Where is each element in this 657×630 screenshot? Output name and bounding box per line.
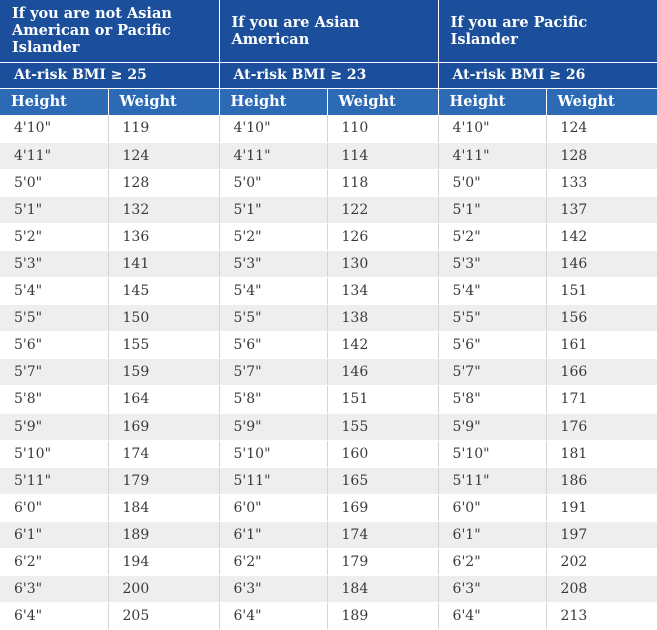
- weight-cell: 151: [327, 386, 438, 413]
- weight-cell: 146: [327, 359, 438, 386]
- weight-cell: 174: [327, 521, 438, 548]
- weight-cell: 200: [108, 576, 219, 603]
- weight-cell: 114: [327, 142, 438, 169]
- height-cell: 5'0": [219, 169, 327, 196]
- weight-cell: 189: [327, 603, 438, 630]
- height-cell: 6'1": [0, 521, 108, 548]
- bmi-threshold-not-asian-pacific: At-risk BMI ≥ 25: [0, 62, 219, 88]
- height-cell: 6'2": [219, 549, 327, 576]
- height-cell: 5'2": [219, 223, 327, 250]
- weight-cell: 161: [546, 332, 657, 359]
- weight-cell: 136: [108, 223, 219, 250]
- height-cell: 5'6": [219, 332, 327, 359]
- height-cell: 4'11": [438, 142, 546, 169]
- weight-cell: 166: [546, 359, 657, 386]
- weight-cell: 142: [546, 223, 657, 250]
- weight-cell: 155: [327, 413, 438, 440]
- table-row: [0, 494, 657, 521]
- height-cell: 5'2": [0, 223, 108, 250]
- weight-cell: 124: [546, 115, 657, 142]
- height-cell: 5'7": [219, 359, 327, 386]
- table-row: [0, 576, 657, 603]
- height-cell: 5'11": [219, 467, 327, 494]
- table-row: [0, 359, 657, 386]
- weight-cell: 159: [108, 359, 219, 386]
- table-row: [0, 386, 657, 413]
- weight-cell: 128: [546, 142, 657, 169]
- height-cell: 5'7": [438, 359, 546, 386]
- height-cell: 5'5": [219, 305, 327, 332]
- height-cell: 6'4": [0, 603, 108, 630]
- group-title-asian-american: If you are Asian American: [219, 0, 438, 62]
- height-cell: 5'10": [219, 440, 327, 467]
- table-body: [0, 115, 657, 630]
- height-cell: 6'4": [438, 603, 546, 630]
- group-title-pacific-islander: If you are Pacific Islander: [438, 0, 657, 62]
- height-cell: 5'8": [219, 386, 327, 413]
- weight-cell: 155: [108, 332, 219, 359]
- bmi-threshold-asian-american: At-risk BMI ≥ 23: [219, 62, 438, 88]
- height-cell: 5'2": [438, 223, 546, 250]
- weight-cell: 141: [108, 250, 219, 277]
- weight-cell: 197: [546, 521, 657, 548]
- height-cell: 4'10": [219, 115, 327, 142]
- weight-cell: 179: [108, 467, 219, 494]
- weight-cell: 130: [327, 250, 438, 277]
- weight-cell: 146: [546, 250, 657, 277]
- table-row: [0, 223, 657, 250]
- weight-cell: 202: [546, 549, 657, 576]
- weight-cell: 194: [108, 549, 219, 576]
- height-cell: 6'4": [219, 603, 327, 630]
- height-cell: 6'1": [219, 521, 327, 548]
- weight-cell: 138: [327, 305, 438, 332]
- height-cell: 6'0": [219, 494, 327, 521]
- height-cell: 4'11": [219, 142, 327, 169]
- weight-cell: 213: [546, 603, 657, 630]
- column-header-height: Height: [438, 88, 546, 115]
- height-cell: 5'5": [438, 305, 546, 332]
- table-row: [0, 305, 657, 332]
- table-row: [0, 440, 657, 467]
- weight-cell: 165: [327, 467, 438, 494]
- weight-cell: 110: [327, 115, 438, 142]
- weight-cell: 142: [327, 332, 438, 359]
- height-cell: 5'1": [438, 196, 546, 223]
- height-cell: 5'4": [0, 278, 108, 305]
- weight-cell: 179: [327, 549, 438, 576]
- height-cell: 5'10": [0, 440, 108, 467]
- weight-cell: 169: [108, 413, 219, 440]
- height-cell: 6'1": [438, 521, 546, 548]
- table-row: [0, 332, 657, 359]
- height-cell: 5'1": [219, 196, 327, 223]
- weight-cell: 186: [546, 467, 657, 494]
- height-cell: 5'3": [438, 250, 546, 277]
- column-header-height: Height: [219, 88, 327, 115]
- group-title-not-asian-pacific: If you are not Asian American or Pacific Islander: [0, 0, 219, 62]
- height-cell: 5'11": [0, 467, 108, 494]
- height-cell: 5'0": [438, 169, 546, 196]
- height-cell: 5'11": [438, 467, 546, 494]
- bmi-threshold-row: [0, 62, 657, 88]
- height-cell: 4'10": [438, 115, 546, 142]
- table-row: [0, 413, 657, 440]
- weight-cell: 118: [327, 169, 438, 196]
- weight-cell: 126: [327, 223, 438, 250]
- table-row: [0, 278, 657, 305]
- height-cell: 5'3": [219, 250, 327, 277]
- weight-cell: 137: [546, 196, 657, 223]
- height-cell: 6'3": [0, 576, 108, 603]
- table-row: [0, 521, 657, 548]
- height-cell: 5'3": [0, 250, 108, 277]
- weight-cell: 132: [108, 196, 219, 223]
- column-header-height: Height: [0, 88, 108, 115]
- table-row: [0, 603, 657, 630]
- weight-cell: 184: [327, 576, 438, 603]
- column-header-weight: Weight: [546, 88, 657, 115]
- weight-cell: 208: [546, 576, 657, 603]
- weight-cell: 133: [546, 169, 657, 196]
- column-header-row: [0, 88, 657, 115]
- column-header-weight: Weight: [108, 88, 219, 115]
- height-cell: 5'8": [0, 386, 108, 413]
- weight-cell: 191: [546, 494, 657, 521]
- table-row: [0, 467, 657, 494]
- group-header-row: [0, 0, 657, 62]
- weight-cell: 181: [546, 440, 657, 467]
- weight-cell: 176: [546, 413, 657, 440]
- height-cell: 5'10": [438, 440, 546, 467]
- height-cell: 5'4": [219, 278, 327, 305]
- table-row: [0, 169, 657, 196]
- height-cell: 5'6": [438, 332, 546, 359]
- height-cell: 5'5": [0, 305, 108, 332]
- weight-cell: 128: [108, 169, 219, 196]
- height-cell: 5'7": [0, 359, 108, 386]
- weight-cell: 124: [108, 142, 219, 169]
- height-cell: 5'9": [0, 413, 108, 440]
- bmi-threshold-pacific-islander: At-risk BMI ≥ 26: [438, 62, 657, 88]
- weight-cell: 119: [108, 115, 219, 142]
- height-cell: 4'10": [0, 115, 108, 142]
- height-cell: 6'3": [438, 576, 546, 603]
- weight-cell: 145: [108, 278, 219, 305]
- height-cell: 6'0": [438, 494, 546, 521]
- weight-cell: 164: [108, 386, 219, 413]
- weight-cell: 205: [108, 603, 219, 630]
- weight-cell: 174: [108, 440, 219, 467]
- height-cell: 5'9": [438, 413, 546, 440]
- height-cell: 5'9": [219, 413, 327, 440]
- weight-cell: 150: [108, 305, 219, 332]
- weight-cell: 151: [546, 278, 657, 305]
- weight-cell: 160: [327, 440, 438, 467]
- height-cell: 6'2": [0, 549, 108, 576]
- height-cell: 5'6": [0, 332, 108, 359]
- weight-cell: 156: [546, 305, 657, 332]
- weight-cell: 189: [108, 521, 219, 548]
- weight-cell: 169: [327, 494, 438, 521]
- table-row: [0, 142, 657, 169]
- weight-cell: 134: [327, 278, 438, 305]
- table-row: [0, 196, 657, 223]
- table-row: [0, 549, 657, 576]
- height-cell: 5'1": [0, 196, 108, 223]
- height-cell: 6'2": [438, 549, 546, 576]
- height-cell: 6'0": [0, 494, 108, 521]
- weight-cell: 184: [108, 494, 219, 521]
- height-cell: 4'11": [0, 142, 108, 169]
- weight-cell: 122: [327, 196, 438, 223]
- table-row: [0, 250, 657, 277]
- height-cell: 5'0": [0, 169, 108, 196]
- table-row: [0, 115, 657, 142]
- column-header-weight: Weight: [327, 88, 438, 115]
- height-cell: 5'8": [438, 386, 546, 413]
- height-cell: 5'4": [438, 278, 546, 305]
- weight-cell: 171: [546, 386, 657, 413]
- height-cell: 6'3": [219, 576, 327, 603]
